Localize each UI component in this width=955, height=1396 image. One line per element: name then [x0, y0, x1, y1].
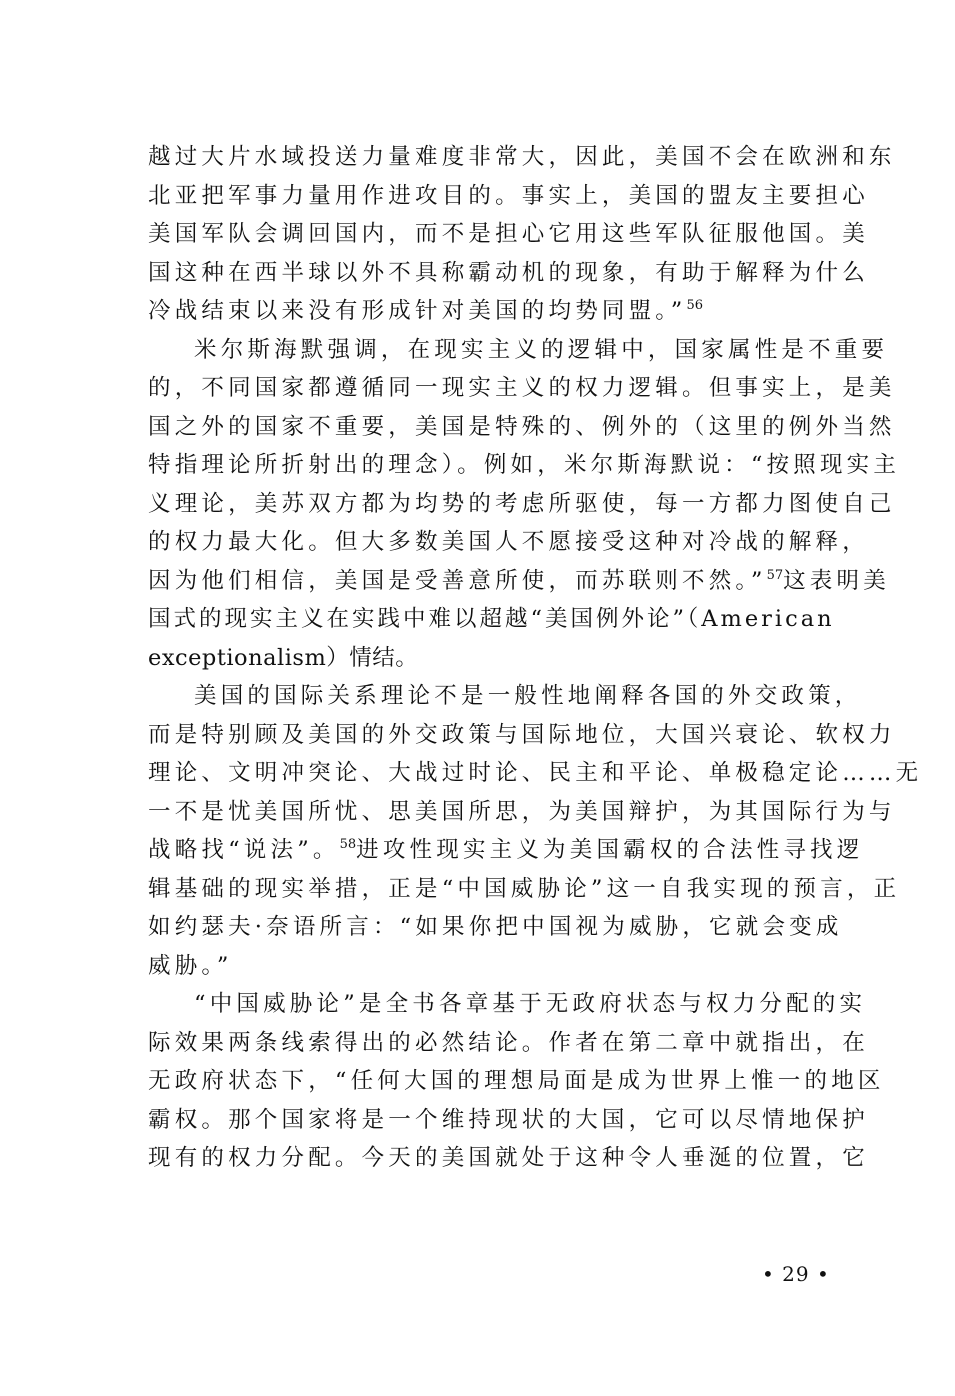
- text-line: 辑基础的现实举措，正是“中国威胁论”这一自我实现的预言，正: [148, 875, 901, 902]
- footnote-ref: 56: [686, 298, 704, 313]
- text-line: 美国军队会调回国内，而不是担心它用这些军队征服他国。美: [148, 221, 869, 247]
- text-line: 国这种在西半球以外不具称霸动机的现象，有助于解释为什么: [148, 259, 869, 286]
- body-text: [148, 138, 923, 1178]
- paragraph-start-line: “中国威胁论”是全书各章基于无政府状态与权力分配的实: [194, 991, 867, 1017]
- text-line: exceptionalism）情结。: [148, 644, 419, 671]
- text-line: 一不是忧美国所忧、思美国所思，为美国辩护，为其国际行为与: [148, 798, 896, 825]
- text-line: 因为他们相信，美国是受善意所使，而苏联则不然。”$^{57}$这表明美: [148, 567, 890, 594]
- text-line: 威胁。”: [148, 952, 233, 979]
- footnote-ref: 57: [766, 567, 784, 583]
- text-line: 冷战结束以来没有形成针对美国的均势同盟。”$^{56}$: [148, 298, 704, 324]
- page-number: • 29 •: [762, 1262, 830, 1286]
- paragraph-start-line: 米尔斯海默强调，在现实主义的逻辑中，国家属性是不重要: [194, 336, 889, 363]
- text-line: 理论、文明冲突论、大战过时论、民主和平论、单极稳定论……无: [148, 760, 923, 786]
- text-line: 北亚把军事力量用作进攻目的。事实上，美国的盟友主要担心: [148, 182, 869, 209]
- text-line: 霸权。那个国家将是一个维持现状的大国，它可以尽情地保护: [148, 1106, 869, 1133]
- text-line: 国式的现实主义在实践中难以超越“美国例外论”（American: [148, 606, 835, 632]
- text-line: 际效果两条线索得出的必然结论。作者在第二章中就指出，在: [148, 1029, 869, 1056]
- text-line: 的权力最大化。但大多数美国人不愿接受这种对冷战的解释，: [148, 529, 869, 555]
- footnote-ref: 58: [339, 837, 357, 852]
- text-line: 特指理论所折射出的理念）。例如，米尔斯海默说：“按照现实主: [148, 452, 901, 478]
- text-line: 现有的权力分配。今天的美国就处于这种令人垂涎的位置，它: [148, 1145, 869, 1171]
- text-line: 越过大片水域投送力量难度非常大，因此，美国不会在欧洲和东: [148, 144, 896, 170]
- paragraph-start-line: 美国的国际关系理论不是一般性地阐释各国的外交政策，: [194, 683, 862, 709]
- text-line: 的，不同国家都遵循同一现实主义的权力逻辑。但事实上，是美: [148, 375, 896, 401]
- text-line: 义理论，美苏双方都为均势的考虑所驱使，每一方都力图使自己: [148, 490, 896, 517]
- text-line: 无政府状态下，“任何大国的理想局面是成为世界上惟一的地区: [148, 1068, 885, 1094]
- text-line: 而是特别顾及美国的外交政策与国际地位，大国兴衰论、软权力: [148, 721, 896, 748]
- text-line: 国之外的国家不重要，美国是特殊的、例外的（这里的例外当然: [148, 413, 896, 440]
- text-line: 如约瑟夫·奈语所言：“如果你把中国视为威胁，它就会变成: [148, 914, 843, 940]
- text-line: 战略找“说法”。$^{58}$进攻性现实主义为美国霸权的合法性寻找逻: [148, 837, 864, 863]
